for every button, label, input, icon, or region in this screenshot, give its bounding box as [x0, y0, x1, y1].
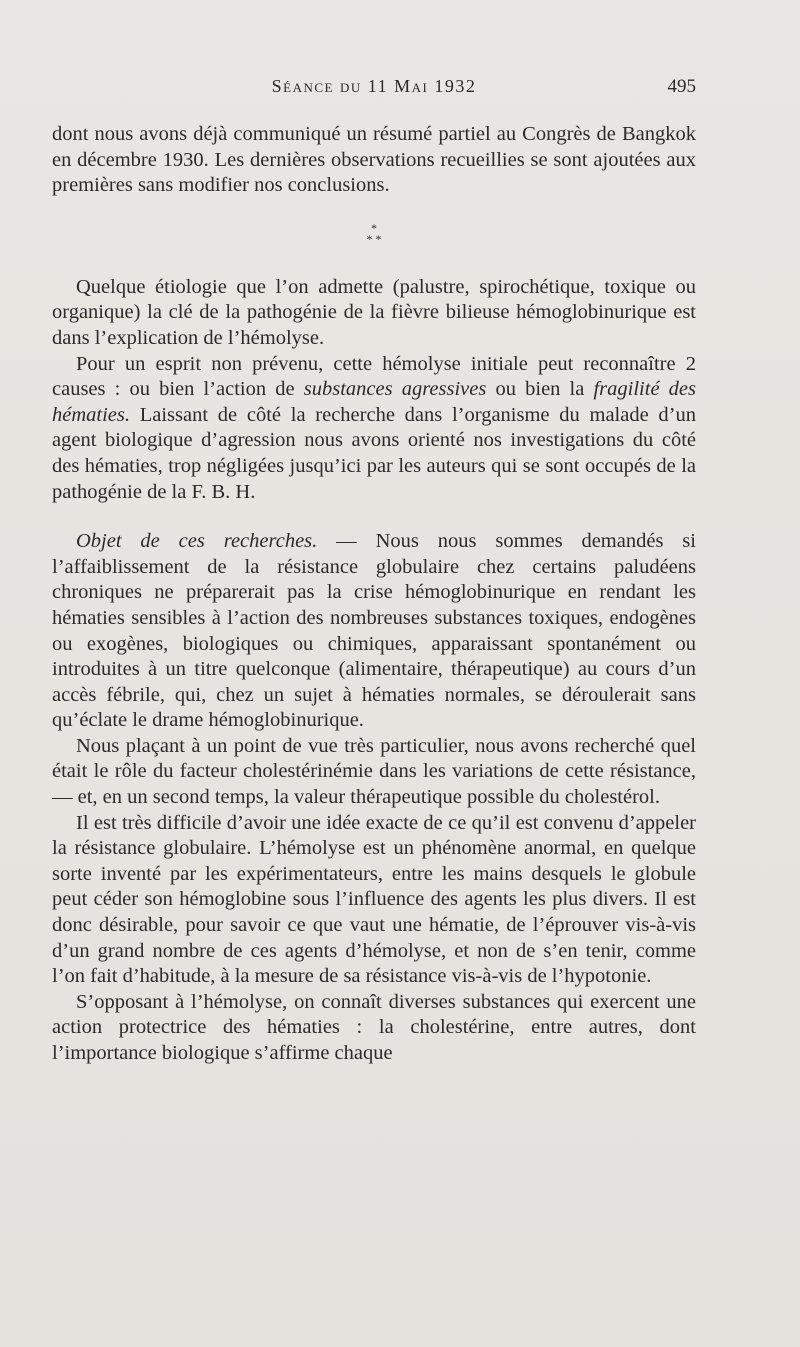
- asterism: [52, 220, 696, 246]
- causes-text-before: Pour un esprit non prévenu, cette hémolyse initiale peut reconnaître 2 causes : ou bien l’action de: [52, 352, 696, 401]
- asterism-bottom: * *: [366, 231, 382, 246]
- paragraph-etiology: Quelque étiologie que l’on admette (palustre, spirochétique, toxique ou organique) la clé de la pathogénie de la fièvre bilieuse hémoglobinurique est dans l’explication de l’hémolyse.: [52, 275, 696, 349]
- paragraph-causes: [52, 352, 696, 506]
- running-title: Séance du 11 Mai 1932: [271, 76, 477, 96]
- continuation-paragraph: dont nous avons déjà communiqué un résumé partiel au Congrès de Bangkok en décembre 1930. Les dernières observations recueillies se sont ajoutées aux premières sans modifier nos conclusions.: [52, 123, 696, 197]
- causes-text-after: Laissant de côté la recherche dans l’organisme du malade d’un agent biologique d’agression nous avons orienté nos investigations du côté des hématies, trop négligées jusqu’ici par les auteurs qui se sont occupés de la pathogénie de la F. B. H.: [52, 403, 696, 503]
- paragraph-viewpoint: Nous plaçant à un point de vue très particulier, nous avons recherché quel était le rôle du facteur cholestérinémie dans les variations de cette résistance, — et, en un second temps, la valeur thérapeutique possible du cholestérol.: [52, 734, 696, 809]
- objective-text: — Nous nous sommes demandés si l’affaiblissement de la résistance globulaire chez certains paludéens chroniques ne préparerait pas la crise hémoglobinurique en rendant les hématies sensibles à l’action des nombreuses substances toxiques, endogènes ou exogènes, biologiques ou chimiques, apparaissant spontanément ou introduites à un titre quelconque (alimentaire, thérapeutique) au cours d’un accès fébrile, qui, chez un sujet à hématies normales, se déroulerait sans qu’éclate le drame hémoglobinurique.: [52, 530, 696, 732]
- causes-italic-substances: substances agressives: [303, 378, 487, 401]
- causes-italic-fragility: fragilité des hématies.: [52, 378, 696, 426]
- body-text: [52, 122, 696, 1067]
- page-header: [52, 76, 696, 106]
- paragraph-cholesterol: S’opposant à l’hémolyse, on connaît diverses substances qui exercent une action protectrice des hématies : la cholestérine, entre autres, dont l’importance biologique s’affirme chaque: [52, 990, 696, 1064]
- paragraph-resistance: Il est très difficile d’avoir une idée exacte de ce qu’il est convenu d’appeler la résistance globulaire. L’hémolyse est un phénomène anormal, en quelque sorte inventé par les expérimentateurs, entre les mains desquels le globule peut céder son hémoglobine sous l’influence des agents les plus divers. Il est donc désirable, pour savoir ce que vaut une hématie, de l’éprouver vis-à-vis d’un grand nombre de ces agents d’hémolyse, et non de s’en tenir, comme l’on fait d’habitude, à la mesure de sa résistance vis-à-vis de l’hypotonie.: [52, 811, 696, 988]
- paragraph-objective: [52, 529, 696, 734]
- asterism-top: *: [371, 220, 377, 235]
- page-number: 495: [667, 76, 696, 97]
- causes-text-middle: ou bien la: [486, 378, 594, 401]
- objective-lead: Objet de ces recherches.: [76, 530, 318, 553]
- paragraph-gap: [52, 505, 696, 529]
